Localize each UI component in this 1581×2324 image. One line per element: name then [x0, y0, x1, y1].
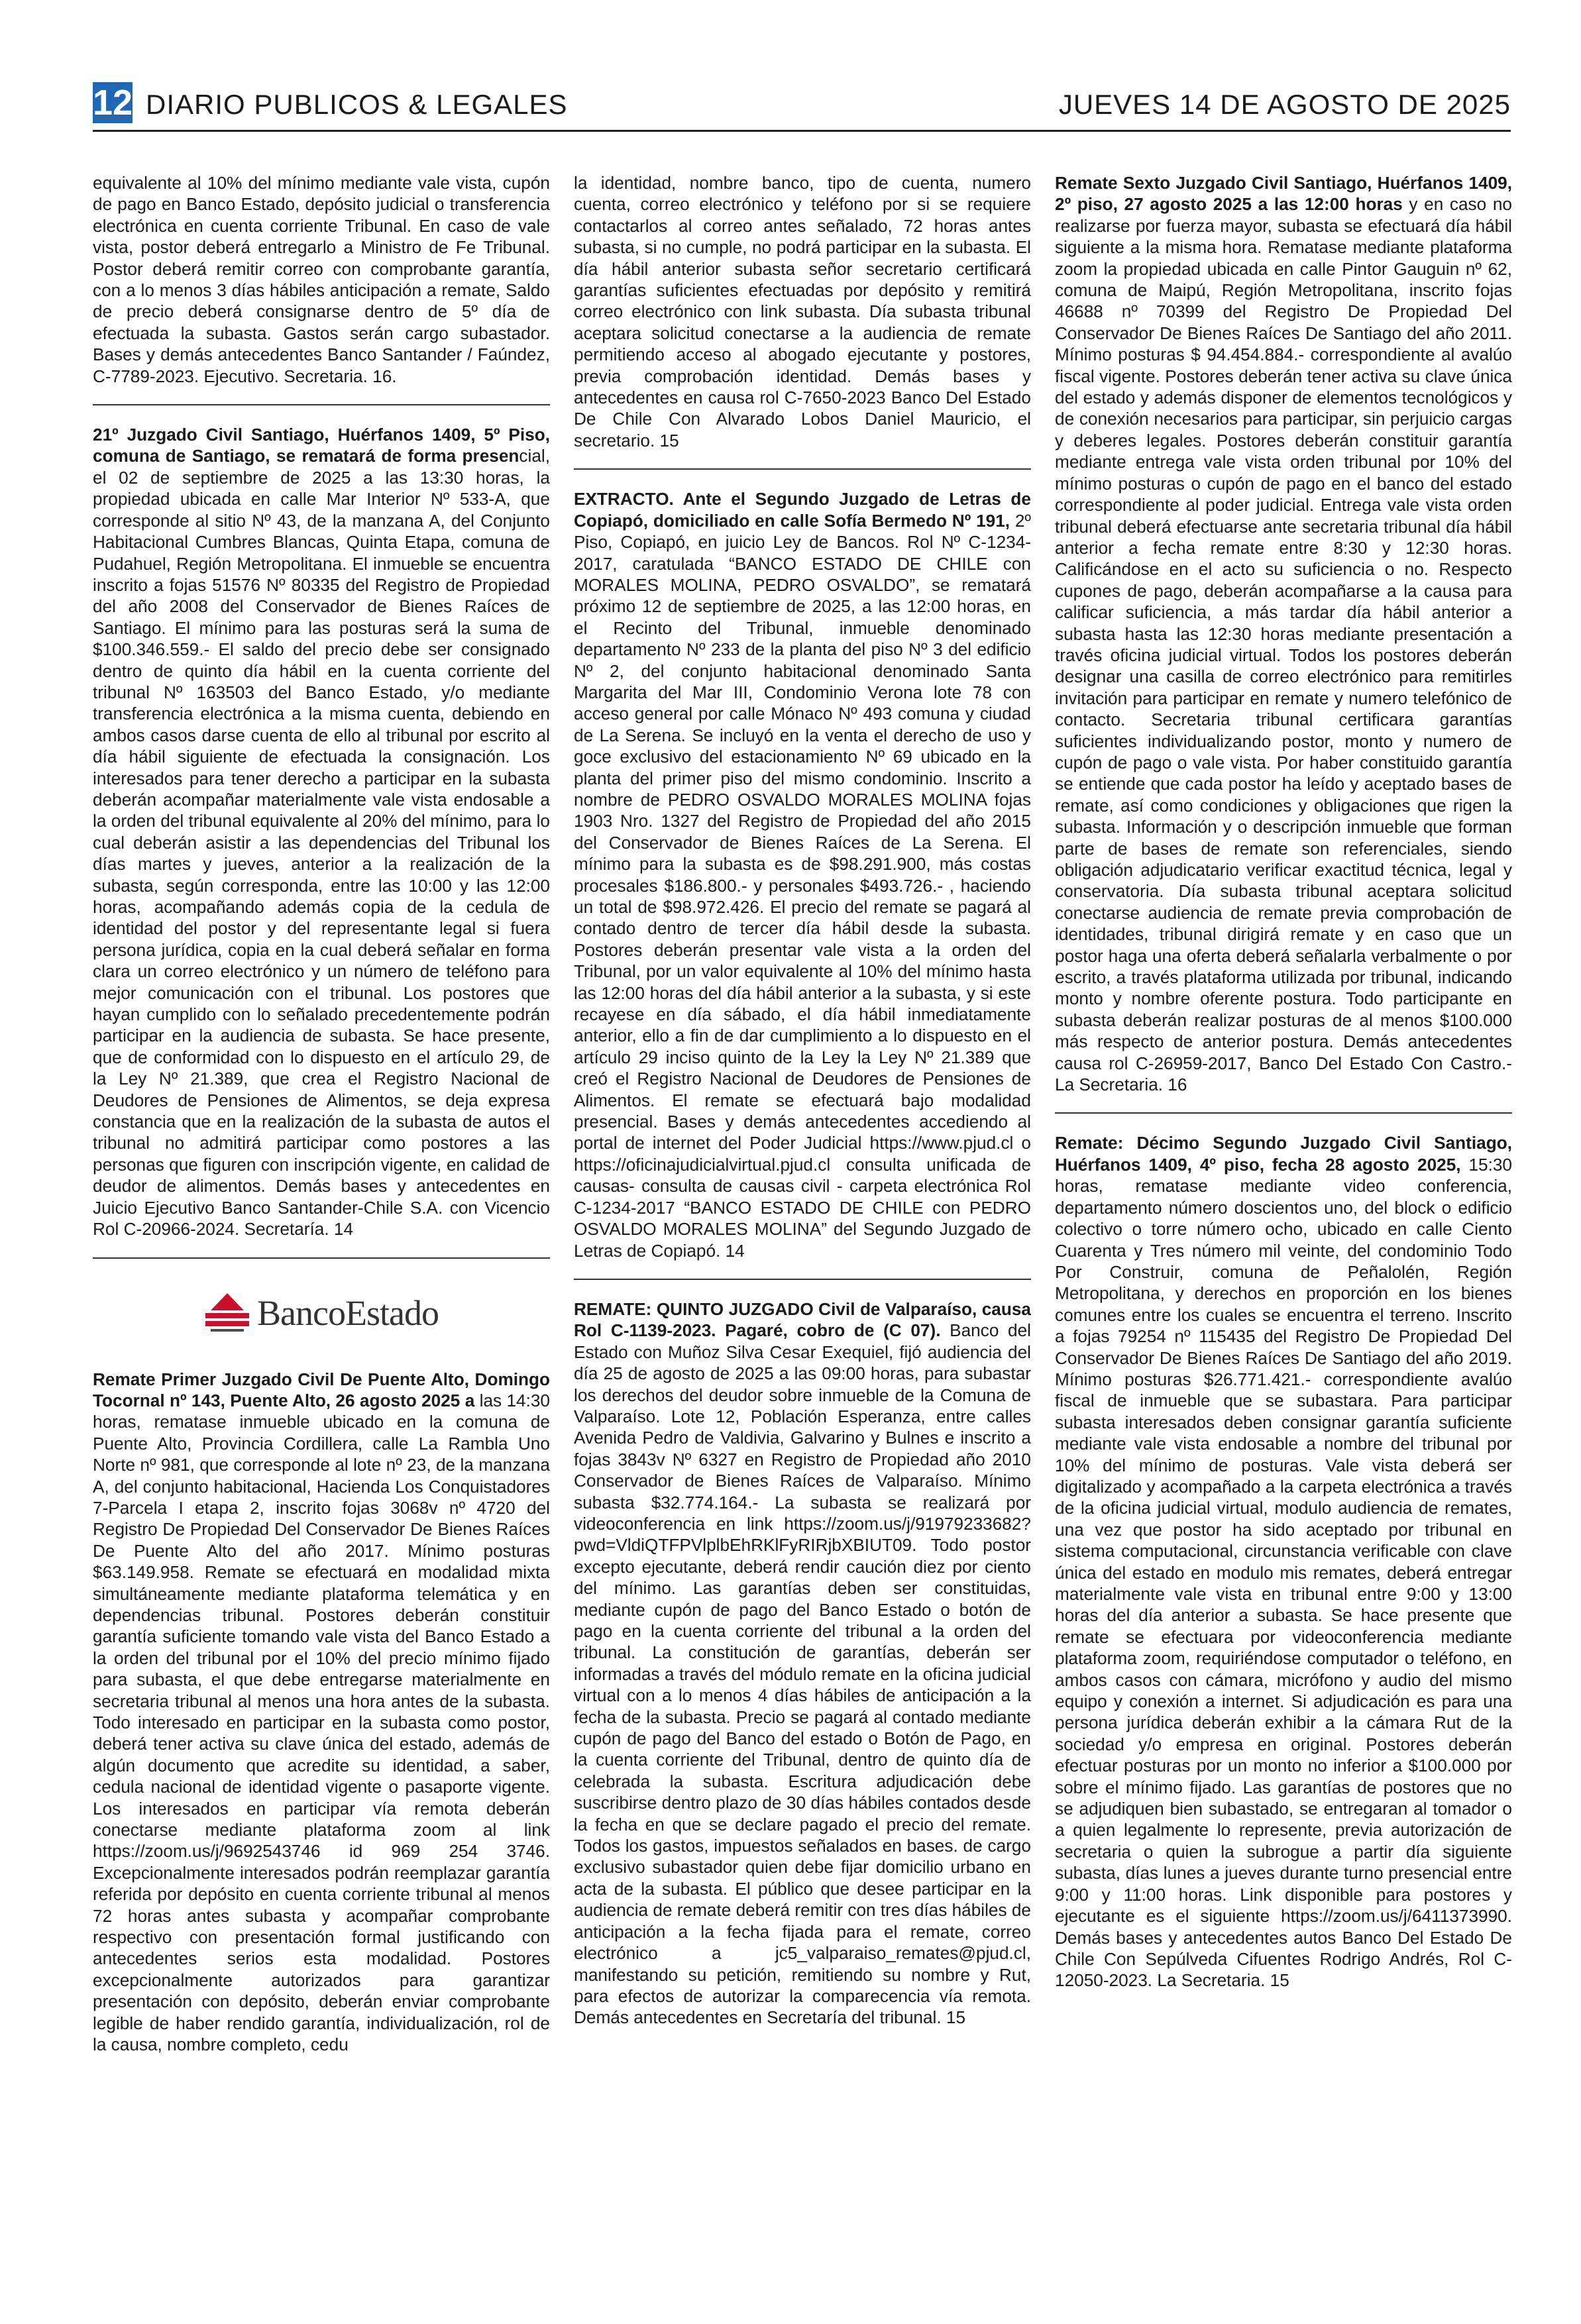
- column-3: [1055, 172, 1512, 2299]
- masthead: [93, 79, 1511, 126]
- publication-name: DIARIO PUBLICOS & LEGALES: [146, 89, 568, 120]
- notice-body: las 14:30 horas, rematase inmueble ubicado en la comuna de Puente Alto, Provincia Cordillera, calle La Rambla Uno Norte nº 981, que corresponde al lote nº 23, de la manzana A, del conjunto habitacional, Hacienda Los Conquistadores 7-Parcela I etapa 2, inscrito fojas 3068v nº 4720 del Registro De Propiedad Del Conservador De Bienes Raíces De Puente Alto del año 2017. Mínimo posturas $63.149.958. Remate se efectuará en modalidad mixta simultáneamente mediante plataforma telemática y en dependencias tribunal. Postores deberán constituir garantía suficiente tomando vale vista del Banco Estado a la orden del tribunal por el 10% del precio mínimo fijado para subasta, el que debe entregarse materialmente en secretaria tribunal al menos una hora antes de la subasta. Todo interesado en participar en la subasta como postor, deberá tener activa su clave única del estado, además de algún documento que acredite su identidad, a saber, cedula nacional de identidad vigente o pasaporte vigente. Los interesados en participar vía remota deberán conectarse mediante plataforma zoom al link https://zoom.us/j/9692543746 id 969 254 3746. Excepcionalmente interesados podrán reemplazar garantía referida por depósito en cuenta corriente tribunal al menos 72 horas antes subasta y acompañar comprobante respectivo con presentación formal justificando con antecedentes serios esta modalidad. Postores excepcionalmente autorizados para garantizar presentación con depósito, deberán enviar comprobante legible de haber rendido garantía, individualización, rol de la causa, nombre completo, cedu: [93, 1390, 550, 2055]
- notice-decimo-segundo-juzgado: [1055, 1132, 1512, 1991]
- notice-body: Banco del Estado con Muñoz Silva Cesar Exequiel, fijó audiencia del día 25 de agosto de 2025 a las 09:00 horas, para subastar los derechos del deudor sobre inmueble de la Comuna de Valparaíso. Lote 12, Población Esperanza, entre calles Avenida Pedro de Valdivia, Galvarino y Bulnes e inscrito a fojas 3843v Nº 6327 en Registro de Propiedad año 2010 Conservador de Bienes Raíces de Valparaíso. Mínimo subasta $32.774.164.- La subasta se realizará por videoconferencia en link https://zoom.us/j/91979233682?pwd=VldiQTFPVlplbEhRKlFyRIRjbXBIUT09. Todo postor excepto ejecutante, deberá rendir caución diez por ciento del mínimo. Las garantías deben ser constituidas, mediante cupón de pago del Banco Estado o botón de pago en la cuenta corriente del tribunal a la orden del tribunal. La constitución de garantías, deberán ser informadas a través del módulo remate en la oficina judicial virtual con a lo menos 4 días hábiles de anticipación a la fecha de la subasta. Precio se pagará al contado mediante cupón de pago del Banco del estado o Botón de Pago, en la cuenta corriente del Tribunal, dentro de quinto día de celebrada la subasta. Escritura adjudicación debe suscribirse dentro plazo de 30 días hábiles contados desde la fecha en que se declare pagado el precio del remate. Todos los gastos, impuestos señalados en bases. de cargo exclusivo subastador quien debe fijar domicilio urbano en acta de la subasta. El público que desee participar en la audiencia de remate deberá remitir con tres días hábiles de anticipación a la fecha fijada para el remate, correo electrónico a jc5_valparaiso_remates@pjud.cl, manifestando su petición, remitiendo su nombre y Rut, para efectos de autorizar la comparecencia vía remota. Demás antecedentes en Secretaría del tribunal. 15: [574, 1320, 1031, 2028]
- notice-title: Remate Sexto Juzgado Civil Santiago, Huérfanos 1409, 2º piso, 27 agosto 2025 a las 12:00 horas: [1055, 173, 1512, 215]
- notice-divider: [93, 1257, 550, 1259]
- notice-body: equivalente al 10% del mínimo mediante vale vista, cupón de pago en Banco Estado, depósito judicial o transferencia electrónica en cuenta corriente Tribunal. En caso de vale vista, postor deberá entregarlo a Ministro de Fe Tribunal. Postor deberá remitir correo con comprobante garantía, con a lo menos 3 días hábiles anticipación a remate, Saldo de precio deberá consignarse dentro de 5º día de efectuada la subasta. Gastos serán cargo subastador. Bases y demás antecedentes Banco Santander / Faúndez, C-7789-2023. Ejecutivo. Secretaria. 16.: [93, 173, 550, 386]
- notice-body: cial, el 02 de septiembre de 2025 a las 13:30 horas, la propiedad ubicada en calle Mar Interior Nº 533-A, que corresponde al sitio Nº 43, de la manzana A, del Conjunto Habitacional Cumbres Blancas, Quinta Etapa, comuna de Pudahuel, Región Metropolitana. El inmueble se encuentra inscrito a fojas 51576 Nº 80335 del Registro de Propiedad del año 2008 del Conservador de Bienes Raíces de Santiago. El mínimo para las posturas será la suma de $100.346.559.- El saldo del precio debe ser consignado dentro de quinto día hábil en la cuenta corriente del tribunal Nº 163503 del Banco Estado, y/o mediante transferencia electrónica a la misma cuenta, debiendo en ambos casos darse cuenta de ello al tribunal por escrito al día hábil siguiente de efectuada la consignación. Los interesados para tener derecho a participar en la subasta deberán acompañar materialmente vale vista endosable a la orden del tribunal equivalente al 20% del mínimo, para lo cual deberán asistir a las dependencias del Tribunal los días martes y jueves, anterior a la realización de la subasta, según corresponda, entre las 10:00 y las 12:00 horas, acompañando además copia de la cedula de identidad del postor y del representante legal si fuera persona jurídica, copia en la cual deberá señalar en forma clara un correo electrónico y un número de teléfono para mejor comunicación con el tribunal. Los postores que hayan cumplido con lo señalado precedentemente podrán participar en la audiencia de subasta. Se hace presente, que de conformidad con lo dispuesto en el artículo 29, de la Ley Nº 21.389, que crea el Registro Nacional de Deudores de Pensiones de Alimentos, se deja expresa constancia que en la realización de la subasta de autos el tribunal no admitirá participar como postores a las personas que figuren con inscripción vigente, en calidad de deudor de alimentos. Demás bases y antecedentes en Juicio Ejecutivo Banco Santander-Chile S.A. con Vicencio Rol C-20966-2024. Secretaría. 14: [93, 446, 550, 1240]
- notice-title: 21º Juzgado Civil Santiago, Huérfanos 1409, 5º Piso, comuna de Santiago, se rematará de forma presen: [93, 425, 550, 466]
- notice-divider: [1055, 1112, 1512, 1114]
- notice-divider: [574, 1279, 1031, 1280]
- notice-puente-alto-continued: [574, 172, 1031, 451]
- notice-divider: [93, 404, 550, 405]
- notice-primer-juzgado-puente-alto: [93, 1369, 550, 2056]
- notice-body: la identidad, nombre banco, tipo de cuenta, numero cuenta, correo electrónico y teléfono por si se requiere contactarlos al correo antes señalado, 72 horas antes subasta, si no cumple, no podrá participar en la subasta. El día hábil anterior subasta señor secretario certificará garantías suficientes efectuadas por depósito y remitirá correo electrónico con link subasta. Día subasta tribunal aceptara solicitud conectarse a la audiencia de remate permitiendo acceso al abogado ejecutante y postores, previa comprobación identidad. Demás bases y antecedentes en causa rol C-7650-2023 Banco Del Estado De Chile Con Alvarado Lobos Daniel Mauricio, el secretario. 15: [574, 173, 1031, 450]
- notice-sexto-juzgado-santiago: [1055, 172, 1512, 1095]
- notice-title: REMATE: QUINTO JUZGADO Civil de Valparaíso, causa Rol C-1139-2023. Pagaré, cobro de (C 07).: [574, 1298, 1031, 1341]
- bancoestado-logo-text: BancoEstado: [257, 1293, 439, 1334]
- notice-divider: [574, 468, 1031, 470]
- column-2: [574, 172, 1031, 2299]
- header-rule: [93, 130, 1511, 132]
- bancoestado-logo-icon: [204, 1291, 250, 1337]
- notice-body: 15:30 horas, rematase mediante video conferencia, departamento número doscientos uno, del block o edificio colectivo o torre número ocho, ubicado en calle Ciento Cuarenta y Tres número mil veinte, del condominio Todo Por Construir, comuna de Peñalolén, Región Metropolitana, y derechos en proporción en los bienes comunes entre los cuales se encuentra el terreno. Inscrito a fojas 79254 nº 115435 del Registro De Propiedad Del Conservador De Bienes Raíces De Santiago del año 2019. Mínimo posturas $26.771.421.- correspondiente avalúo fiscal de inmueble que se subastara. Para participar subasta interesados deben consignar garantía suficiente mediante vale vista endosable a nombre del tribunal por 10% del mínimo de posturas. Vale vista deberá ser digitalizado y acompañado a la carpeta electrónica a través de la oficina judicial virtual, modulo audiencia de remates, una vez que postor ha sido aceptado por tribunal en sistema computacional, circunstancia verificable con clave única del estado en modulo mis remates, deberá entregar materialmente vale vista en tribunal entre 9:00 y 13:00 horas del día anterior a subasta. Se hace presente que remate se efectuara por videoconferencia mediante plataforma zoom, requiriéndose computador o teléfono, en ambos casos con cámara, micrófono y audio del mismo equipo y conexión a internet. Si adjudicación es para una persona jurídica deberán exhibir a la cámara Rut de la sociedad y/o empresa en original. Postores deberán efectuar posturas por un monto no inferior a $100.000 por sobre el mínimo fijado. Las garantías de postores que no se adjudiquen bien subastado, se entregaran al tomador o a quien legalmente lo represente, previa autorización de secretaria o quien la subrogue a partir día siguiente subasta, días lunes a jueves durante turno presencial entre 9:00 y 11:00 horas. Link disponible para postores y ejecutante es el siguiente https://zoom.us/j/6411373990. Demás bases y antecedentes autos Banco Del Estado De Chile Con Sepúlveda Cifuentes Rodrigo Andrés, Rol C-12050-2023. La Secretaria. 15: [1055, 1154, 1512, 1991]
- notice-santander-faundez: [93, 172, 550, 387]
- notice-title: Remate Primer Juzgado Civil De Puente Alto, Domingo Tocornal nº 143, Puente Alto, 26 agosto 2025 a: [93, 1369, 550, 1410]
- notice-title: EXTRACTO. Ante el Segundo Juzgado de Letras de Copiapó, domiciliado en calle Sofía Bermedo Nº 191,: [574, 489, 1031, 531]
- notice-body: 2º Piso, Copiapó, en juicio Ley de Bancos. Rol Nº C-1234-2017, caratulada “BANCO ESTADO DE CHILE con MORALES MOLINA, PEDRO OSVALDO”, se rematará próximo 12 de septiembre de 2025, a las 12:00 horas, en el Recinto del Tribunal, inmueble denominado departamento Nº 233 de la planta del piso Nº 3 del edificio Nº 2, del conjunto habitacional denominado Santa Margarita del Mar III, Condominio Verona lote 78 con acceso general por calle Mónaco Nº 493 comuna y ciudad de La Serena. Se incluyó en la venta el derecho de uso y goce exclusivo del estacionamiento Nº 69 ubicado en la planta del primer piso del mismo condominio. Inscrito a nombre de PEDRO OSVALDO MORALES MOLINA fojas 1903 Nro. 1327 del Registro de Propiedad del año 2015 del Conservador de Bienes Raíces de La Serena. El mínimo para la subasta es de $98.291.900, más costas procesales $186.800.- y personales $493.726.- , haciendo un total de $98.972.426. El precio del remate se pagará al contado dentro de tercer día hábil desde la subasta. Postores deberán presentar vale vista a la orden del Tribunal, por un valor equivalente al 10% del mínimo hasta las 12:00 horas del día hábil anterior a la subasta, y si este recayese en día sábado, el día hábil inmediatamente anterior, ello a fin de dar cumplimiento a lo dispuesto en el artículo 29 inciso quinto de la Ley la Ley Nº 21.389 que creó el Registro Nacional de Deudores de Pensiones de Alimentos. El remate se efectuará bajo modalidad presencial. Bases y demás antecedentes accediendo al portal de internet del Poder Judicial https://www.pjud.cl o https://oficinajudicialvirtual.pjud.cl consulta unificada de causas- consulta de causas civil - carpeta electrónica Rol C-1234-2017 “BANCO ESTADO DE CHILE con PEDRO OSVALDO MORALES MOLINA” del Segundo Juzgado de Letras de Copiapó. 14: [574, 510, 1031, 1261]
- column-1: [93, 172, 550, 2299]
- notice-title: Remate: Décimo Segundo Juzgado Civil Santiago, Huérfanos 1409, 4º piso, fecha 28 agosto 2025,: [1055, 1133, 1512, 1175]
- bancoestado-logo: [93, 1277, 550, 1350]
- notice-body: y en caso no realizarse por fuerza mayor, subasta se efectuará día hábil siguiente a la misma hora. Rematase mediante plataforma zoom la propiedad ubicada en calle Pintor Gauguin nº 62, comuna de Maipú, Región Metropolitana, inscrito fojas 46688 nº 70399 del Registro De Propiedad Del Conservador De Bienes Raíces De Santiago del año 2011. Mínimo posturas $ 94.454.884.- correspondiente al avalúo fiscal vigente. Postores deberán tener activa su clave única del estado y además disponer de elementos tecnológicos y de conexión necesarios para participar, sin perjuicio cargas y deberes legales. Postores deberán constituir garantía mediante entrega vale vista orden tribunal por 10% del mínimo posturas o cupón de pago en el banco del estado correspondiente al poder judicial. Entrega vale vista orden tribunal deberá efectuarse ante secretaria tribunal día hábil anterior a fecha remate entre 8:30 y 12:30 horas. Calificándose en el acto su suficiencia o no. Respecto cupones de pago, deberán acompañarse a la causa para calificar suficiencia, a más tardar día hábil anterior a subasta hasta las 12:30 horas mediante presentación a través oficina judicial virtual. Todos los postores deberán designar una casilla de correo electrónico para remitirles invitación para participar en remate y numero telefónico de contacto. Secretaria tribunal certificara garantías suficientes individualizando postor, monto y numero de cupón de pago o vale vista. Por haber constituido garantía se entiende que cada postor ha leído y aceptado bases de remate, así como condiciones y obligaciones que rigen la subasta. Información y o descripción inmueble que forman parte de bases de remate son referenciales, siendo obligación adjudicatario verificar exactitud técnica, legal y conservatoria. Día subasta tribunal aceptara solicitud conectarse audiencia de remate previa comprobación de identidades, tribunal dirigirá remate y en caso que un postor haga una oferta deberá señalarla verbalmente o por escrito, a través plataforma utilizada por tribunal, indicando monto y nombre oferente postura. Todo participante en subasta deberán realizar posturas de al menos $100.000 más respecto de anterior postura. Demás antecedentes causa rol C-26959-2017, Banco Del Estado Con Castro.- La Secretaria. 16: [1055, 194, 1512, 1095]
- page-number: 12: [93, 83, 133, 123]
- notice-21-juzgado-civil: [93, 424, 550, 1240]
- notice-quinto-juzgado-valparaiso: [574, 1298, 1031, 2029]
- publication-date: JUEVES 14 DE AGOSTO DE 2025: [1058, 89, 1511, 120]
- notice-extracto-copiapo: [574, 488, 1031, 1261]
